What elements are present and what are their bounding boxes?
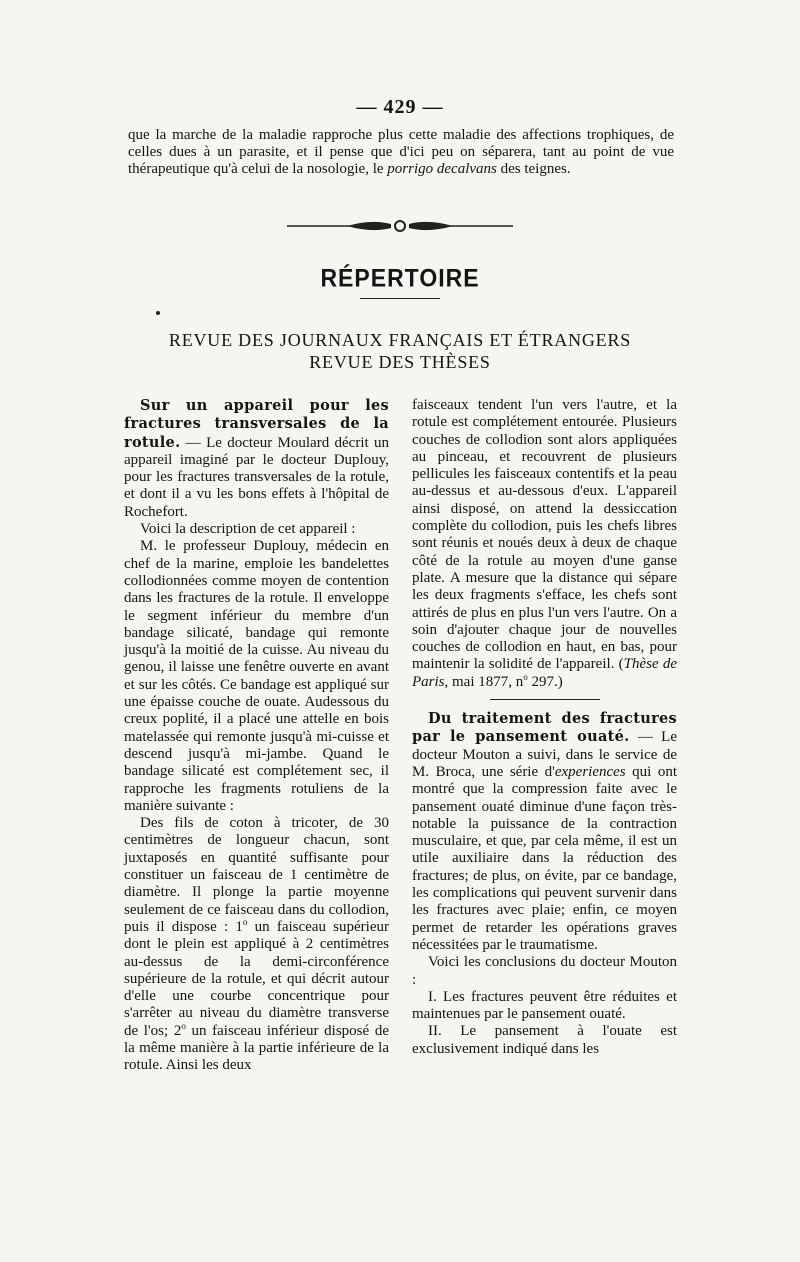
intro-tail: des teignes.	[496, 161, 571, 178]
subhead-journals: REVUE DES JOURNAUX FRANÇAIS ET ÉTRANGERS	[168, 330, 632, 350]
article1-lead: — Le docteur Moulard décrit un appareil imaginé par le docteur Duplouy, pour les fractures transversales de la rotule, et dont il a vu les bons effets à l'hôpital de Rochefort.	[124, 434, 389, 520]
article1-para5: faisceaux tendent l'un vers l'autre, et la rotule est complétement entourée. Plusieurs couches de collodion sont alors appliquées au pinceau, et recouvrent de plusieurs pellicules les faisceaux contentifs et la peau au-dessus et au-dessous d'eux. L'appareil ainsi disposé, on attend la dessiccation complète du collodion, puis les chefs libres sont réunis et noués deux à deux de chaque côté de la rotule au moyen d'une ganse plate. A mesure que la distance qui sépare les deux fragments s'efface, les chefs sont attirés de plus en plus l'un vers l'autre. On a soin d'ajouter chaque jour de nouvelles couches de collodion en haut, en bas, pour maintenir la solidité de l'appareil. (	[412, 397, 677, 673]
article1-source-tail: , mai 1877, n	[444, 673, 524, 690]
section-title: RÉPERTOIRE	[320, 263, 480, 293]
stray-mark	[156, 311, 160, 315]
article1-title: Sur un appareil pour les fractures transversales de la rotule.	[124, 397, 389, 451]
article2-para4: II. Le pansement à l'ouate est exclusivement indiqué dans les	[412, 1023, 677, 1057]
article-divider	[490, 699, 600, 700]
article1-source: Thèse de Paris	[412, 656, 678, 690]
intro-text: que la marche de la maladie rapproche plus cette maladie des affections trophiques, de celles dues à un parasite, et il pense que d'ici peu on séparera, tant au point de vue thérapeutique qu'à celui de la nosologie, le	[128, 127, 674, 178]
intro-italic: porrigo decalvans	[387, 161, 497, 178]
subhead-theses: REVUE DES THÈSES	[309, 352, 491, 372]
intro-paragraph	[128, 127, 674, 179]
article1-para4: Des fils de coton à tricoter, de 30 centimètres de longueur chacun, sont juxtaposés en quantité suffisante pour constituer un faisceau de 1 centimètre de diamètre. Il plonge la partie moyenne seulement de ce faisceau dans du collodion, puis il dispose : 1	[124, 815, 389, 935]
column-right	[412, 397, 677, 1058]
ordinal-1: o	[242, 916, 248, 927]
article2-para2: Voici les conclusions du docteur Mouton :	[412, 954, 677, 988]
article2-lead-a: — Le docteur Mouton a suivi, dans le service de M. Broca, une série d'	[412, 729, 677, 780]
article1-para2: Voici la description de cet appareil :	[140, 521, 356, 538]
source-ordinal: o	[523, 671, 528, 682]
article1-source-num: 297.)	[527, 673, 563, 690]
article2-title: Du traitement des fractures par le pansement ouaté.	[412, 710, 677, 746]
article1-para3: M. le professeur Duplouy, médecin en chef de la marine, emploie les bandelettes collodionnées comme moyen de contention dans les fractures de la rotule. Il enveloppe le segment inférieur du membre d'un bandage silicaté, bandage qui remonte jusqu'à la moitié de la cuisse. Au niveau du genou, il laisse une fenêtre ouverte en avant et sur les côtés. Ce bandage est appliqué sur une épaisse couche de ouate. Audessous du creux poplité, il a placé une attelle en bois matelassée qui remonte jusqu'à mi-cuisse et descend jusqu'à mi-jambe. Quand le bandage silicaté est complétement sec, il rapproche les fragments rotuliens de la manière suivante :	[124, 538, 389, 814]
article1-para4b: un faisceau supérieur dont le plein est appliqué à 2 centimètres au-dessus de la demi-circonférence supérieure de la rotule, et qui décrit autour d'elle une courbe concentrique pour s'arrêter au niveau du diamètre transverse de l'os; 2	[124, 918, 389, 1039]
ordinal-2: o	[181, 1020, 186, 1031]
title-rule	[360, 298, 440, 299]
column-left	[124, 397, 389, 1075]
article1-para4c: un faisceau inférieur disposé de la même manière à la partie inférieure de la rotule. Ainsi les deux	[124, 1022, 389, 1074]
page-number: — 429 —	[356, 96, 444, 118]
article2-para3: I. Les fractures peuvent être réduites et maintenues par le pansement ouaté.	[412, 988, 677, 1023]
article2-lead-italic: experiences	[554, 763, 626, 780]
ornamental-divider	[287, 216, 513, 236]
article2-lead-b: qui ont montré que la compression faite avec le pansement ouaté diminue d'une façon très-notable la puissance de la contraction musculaire, et que, par cela même, il est un utile auxiliaire dans la réduction des fractures; de plus, on évite, par ce bandage, les complications qui peuvent survenir dans les fractures avec plaie; enfin, ce moyen permet de retarder les opérations graves nécessitées par le traumatisme.	[412, 763, 677, 953]
